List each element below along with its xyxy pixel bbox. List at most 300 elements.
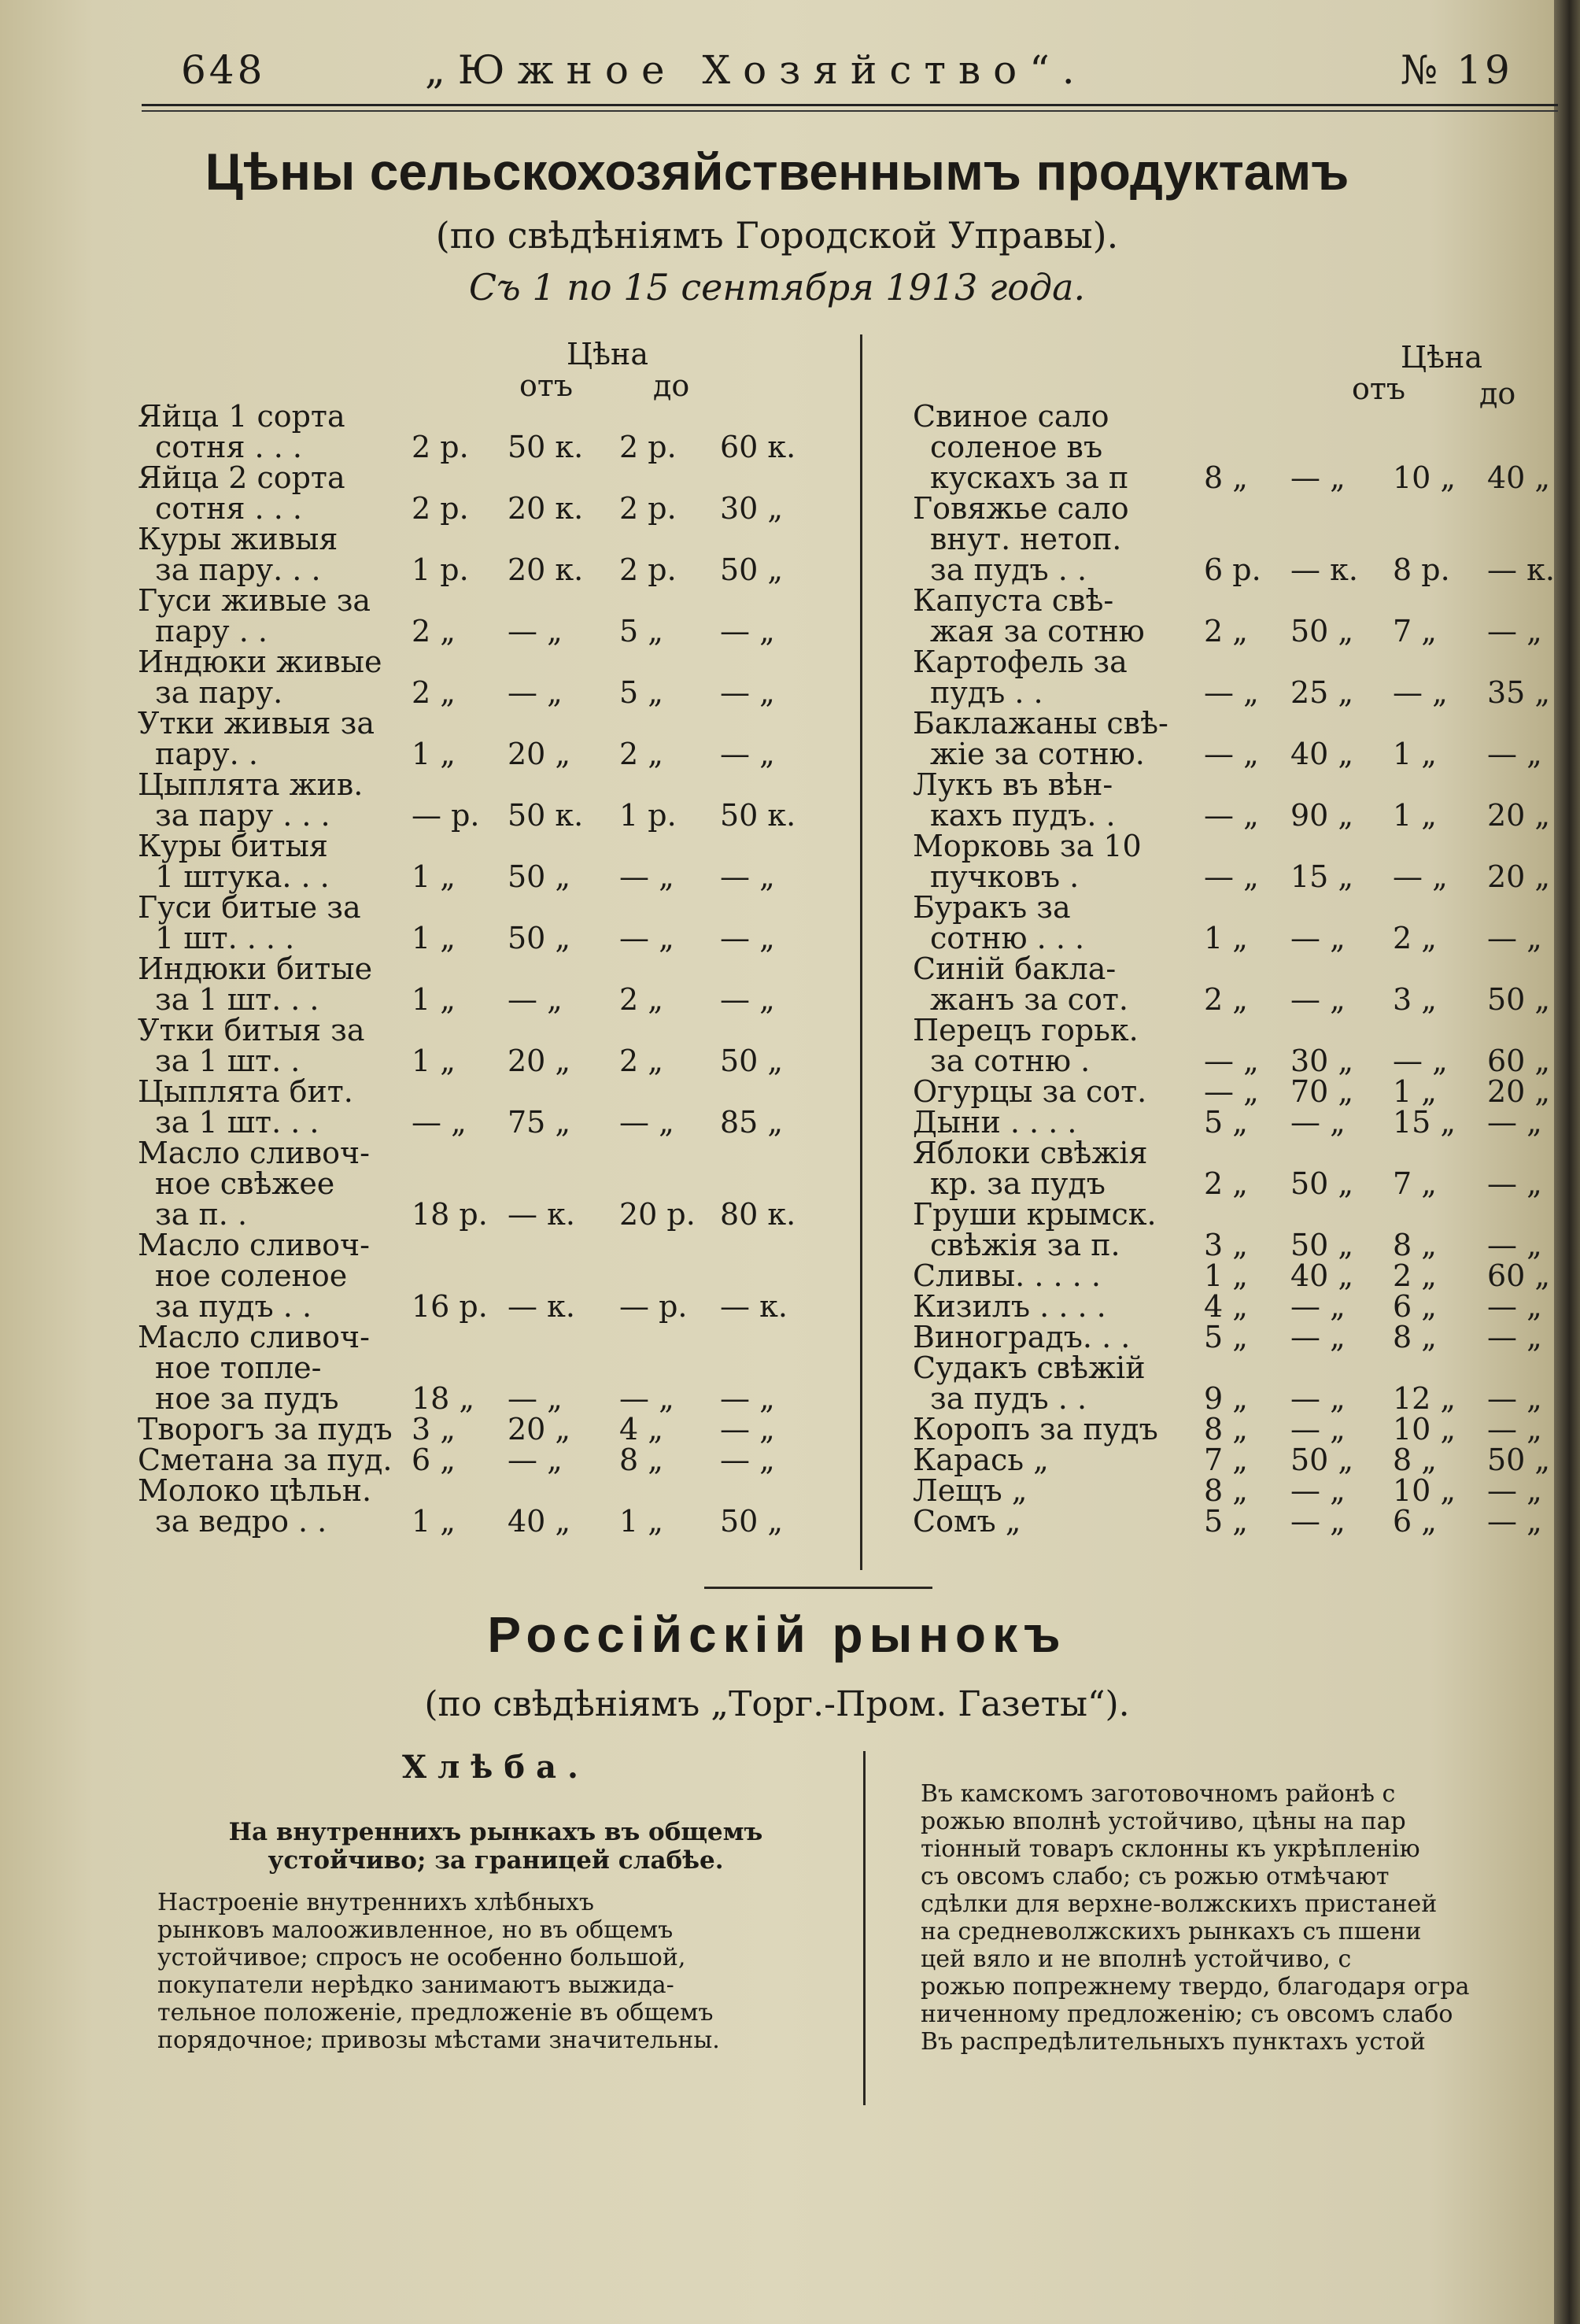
- price-row-line: [913, 493, 1574, 524]
- price-value: 50 „: [1290, 1228, 1354, 1262]
- para-line: рынковъ малооживленное, но въ общемъ: [157, 1916, 674, 1944]
- para-line: Въ камскомъ заготовочномъ районѣ с: [921, 1780, 1396, 1808]
- para-line: Въ распредѣлительныхъ пунктахъ устой: [921, 2028, 1426, 2056]
- price-value: 40 „: [1290, 737, 1354, 771]
- price-value: — „: [1290, 1320, 1346, 1354]
- price-value: — „: [1290, 1381, 1346, 1416]
- product-name: Яйца 2 сорта: [138, 460, 345, 495]
- product-name: пудъ . .: [930, 675, 1043, 710]
- market-source: (по свѣдѣніямъ „Торг.-Пром. Газеты“).: [424, 1684, 1130, 1724]
- product-name: Сомъ „: [913, 1504, 1021, 1539]
- price-value: 1 „: [1204, 1258, 1248, 1293]
- price-value: — „: [508, 1381, 563, 1416]
- price-value: — „: [720, 737, 775, 771]
- price-value: — „: [1487, 921, 1542, 955]
- price-value: — „: [1487, 1381, 1542, 1416]
- product-name: Виноградъ. . .: [913, 1320, 1131, 1354]
- prices-source: (по свѣдѣніямъ Городской Управы).: [435, 214, 1119, 257]
- product-name: Сливы. . . . .: [913, 1258, 1101, 1293]
- product-name: 1 штука. . .: [155, 859, 330, 894]
- price-row-line: [913, 1473, 1574, 1508]
- right-price-label: Цѣна: [1401, 340, 1483, 375]
- para-line: порядочное; привозы мѣстами значительны.: [157, 2027, 720, 2054]
- price-value: — „: [1487, 1473, 1542, 1508]
- price-value: 8 р.: [1393, 552, 1450, 587]
- product-name: Масло сливоч-: [138, 1320, 370, 1354]
- price-value: 8 „: [1204, 1412, 1248, 1446]
- page-number: 648: [181, 47, 266, 93]
- price-row-line: [138, 859, 822, 894]
- price-value: — „: [1290, 921, 1346, 955]
- header-rule-thin: [142, 110, 1558, 112]
- price-value: 6 „: [1393, 1289, 1437, 1324]
- price-value: 10 „: [1393, 1473, 1456, 1508]
- price-value: 4 „: [619, 1412, 663, 1446]
- price-row-line: [138, 739, 822, 770]
- price-value: 20 „: [1487, 859, 1551, 894]
- price-value: — „: [1487, 1412, 1542, 1446]
- price-value: 50 к.: [720, 798, 796, 833]
- price-row-line: [913, 1445, 1574, 1476]
- product-name: Капуста свѣ-: [913, 583, 1114, 618]
- price-row-line: [138, 1166, 822, 1201]
- product-name: свѣжія за п.: [930, 1228, 1120, 1262]
- price-row-line: [138, 460, 822, 495]
- prices-title: Цѣны сельскохозяйственнымъ продуктамъ: [205, 142, 1349, 201]
- product-name: Коропъ за пудъ: [913, 1412, 1158, 1446]
- price-value: — „: [1204, 859, 1259, 894]
- price-value: 8 „: [1393, 1443, 1437, 1477]
- price-row-line: [138, 1107, 822, 1138]
- price-value: 9 „: [1204, 1381, 1248, 1416]
- market-column-divider: [863, 1751, 866, 2105]
- price-value: 2 р.: [619, 491, 677, 526]
- price-row-line: [913, 1350, 1574, 1385]
- price-value: 8 „: [1204, 460, 1248, 495]
- price-row-line: [913, 1322, 1574, 1353]
- price-value: 1 „: [412, 1504, 456, 1539]
- price-value: 50 „: [508, 859, 571, 894]
- header-rule: [142, 104, 1558, 106]
- price-value: — „: [508, 1443, 563, 1477]
- price-value: 1 „: [412, 982, 456, 1017]
- price-row-line: [913, 982, 1574, 1017]
- price-value: — „: [1204, 1074, 1259, 1109]
- para-line: тіонный товаръ склонны къ укрѣпленію: [921, 1835, 1420, 1863]
- price-value: 90 „: [1290, 798, 1354, 833]
- price-value: 20 „: [508, 737, 571, 771]
- price-row-line: [913, 1258, 1574, 1293]
- price-row-line: [913, 1414, 1574, 1445]
- price-row-line: [913, 800, 1574, 831]
- product-name: ное топле-: [155, 1350, 322, 1385]
- price-value: 1 „: [412, 737, 456, 771]
- product-name: жіе за сотню.: [930, 737, 1145, 771]
- price-value: 10 „: [1393, 460, 1456, 495]
- product-name: Молоко цѣльн.: [138, 1473, 372, 1508]
- product-name: ное соленое: [155, 1258, 348, 1293]
- para-line: устойчивое; спросъ не особенно большой,: [157, 1944, 686, 1971]
- section-separator: [704, 1587, 932, 1589]
- para-line: рожью вполнѣ устойчиво, цѣны на пар: [921, 1808, 1406, 1835]
- product-name: сотня . . .: [155, 491, 302, 526]
- price-value: 3 „: [1393, 982, 1437, 1017]
- price-row-line: [138, 1414, 822, 1445]
- price-row-line: [138, 616, 822, 647]
- product-name: Творогъ за пудъ: [138, 1412, 393, 1446]
- product-name: за сотню .: [930, 1044, 1091, 1078]
- product-name: Утки живыя за: [138, 706, 375, 741]
- price-value: 1 „: [1393, 737, 1437, 771]
- price-value: — „: [1393, 675, 1448, 710]
- price-row-line: [913, 675, 1574, 710]
- product-name: за 1 шт. . .: [155, 1105, 319, 1140]
- price-value: 50 „: [720, 1504, 784, 1539]
- product-name: Карась „: [913, 1443, 1049, 1477]
- price-value: — „: [1204, 737, 1259, 771]
- price-value: — „: [1204, 1044, 1259, 1078]
- price-value: 7 „: [1204, 1443, 1248, 1477]
- market-title: Россійскій рынокъ: [487, 1606, 1067, 1663]
- price-value: 2 „: [412, 614, 456, 648]
- product-name: Гуси битые за: [138, 890, 361, 925]
- price-value: 2 „: [1204, 614, 1248, 648]
- journal-title: „Южное Хозяйство“.: [425, 47, 1087, 93]
- price-row-line: [913, 859, 1574, 894]
- product-name: Куры битыя: [138, 829, 328, 863]
- price-row-line: [913, 1074, 1574, 1109]
- grain-left-paragraph: [157, 1889, 834, 2054]
- product-name: Индюки битые: [138, 951, 373, 986]
- prices-period: Съ 1 по 15 сентября 1913 года.: [468, 266, 1086, 309]
- para-line: съ овсомъ слабо; съ рожью отмѣчают: [921, 1863, 1390, 1890]
- product-name: за 1 шт. . .: [155, 982, 319, 1017]
- product-name: кр. за пудъ: [930, 1166, 1106, 1201]
- product-name: Утки битыя за: [138, 1013, 365, 1047]
- price-value: — „: [619, 1105, 674, 1140]
- para-line: цей вяло и не вполнѣ устойчиво, с: [921, 1945, 1352, 1973]
- price-value: 4 „: [1204, 1289, 1248, 1324]
- price-value: 2 „: [1204, 982, 1248, 1017]
- price-row-line: [913, 460, 1574, 495]
- price-value: — к.: [508, 1197, 575, 1232]
- price-value: 15 „: [1290, 859, 1354, 894]
- price-value: 60 „: [1487, 1044, 1551, 1078]
- price-row-line: [138, 923, 822, 954]
- issue-number: № 19: [1401, 47, 1513, 93]
- price-value: 5 „: [1204, 1504, 1248, 1539]
- product-name: Синій бакла-: [913, 951, 1117, 986]
- product-name: Цыплята жив.: [138, 767, 364, 802]
- prices-right-column: [913, 401, 1574, 1537]
- price-value: — „: [1487, 1320, 1542, 1354]
- price-row-line: [913, 708, 1574, 739]
- price-value: 2 р.: [412, 491, 469, 526]
- price-row-line: [138, 951, 822, 986]
- price-row-line: [138, 1199, 822, 1230]
- price-value: 1 „: [1393, 798, 1437, 833]
- price-row-line: [913, 1107, 1574, 1138]
- price-value: — к.: [508, 1289, 575, 1324]
- price-value: — к.: [1290, 552, 1358, 587]
- right-from-label: отъ: [1352, 371, 1406, 406]
- price-value: — „: [720, 1381, 775, 1416]
- para-line: рожью попрежнему твердо, благодаря огра: [921, 1973, 1470, 2001]
- price-row-line: [913, 432, 1574, 463]
- product-name: жанъ за сот.: [930, 982, 1128, 1017]
- product-name: Баклажаны свѣ-: [913, 706, 1168, 741]
- product-name: сотню . . .: [930, 921, 1085, 955]
- price-value: — „: [1487, 737, 1542, 771]
- para-line: покупатели нерѣдко занимаютъ выжида-: [157, 1971, 674, 1999]
- price-value: — „: [508, 675, 563, 710]
- price-row-line: [138, 1350, 822, 1385]
- price-value: 50 „: [1487, 1443, 1551, 1477]
- product-name: Дыни . . . .: [913, 1105, 1077, 1140]
- price-row-line: [138, 401, 822, 432]
- price-value: 7 „: [1393, 1166, 1437, 1201]
- product-name: Яблоки свѣжія: [913, 1136, 1148, 1170]
- product-name: Морковь за 10: [913, 829, 1142, 863]
- product-name: кахъ пудъ. .: [930, 798, 1116, 833]
- price-value: 2 „: [1393, 1258, 1437, 1293]
- price-value: 20 к.: [508, 552, 584, 587]
- product-name: Картофель за: [913, 645, 1128, 679]
- price-value: 18 р.: [412, 1197, 488, 1232]
- product-name: Перецъ горьк.: [913, 1013, 1139, 1047]
- price-row-line: [913, 923, 1574, 954]
- price-value: 75 „: [508, 1105, 571, 1140]
- price-value: 50 к.: [508, 798, 584, 833]
- price-row-line: [138, 892, 822, 923]
- price-value: 7 „: [1393, 614, 1437, 648]
- price-value: — „: [1290, 1289, 1346, 1324]
- price-row-line: [138, 708, 822, 739]
- price-value: 50 „: [508, 921, 571, 955]
- product-name: за пару.: [155, 675, 283, 710]
- price-value: 3 „: [1204, 1228, 1248, 1262]
- price-value: 8 „: [1393, 1320, 1437, 1354]
- price-value: — „: [1393, 859, 1448, 894]
- product-name: Сметана за пуд.: [138, 1443, 393, 1477]
- price-value: — „: [1204, 798, 1259, 833]
- price-row-line: [138, 583, 822, 618]
- price-value: — „: [720, 982, 775, 1017]
- price-value: — „: [1487, 1166, 1542, 1201]
- price-row-line: [138, 1074, 822, 1109]
- para-line: на средневолжскихъ рынкахъ съ пшени: [921, 1918, 1422, 1945]
- product-name: за ведро . .: [155, 1504, 327, 1539]
- lead-line: На внутреннихъ рынкахъ въ общемъ: [228, 1818, 763, 1846]
- price-value: 80 к.: [720, 1197, 796, 1232]
- price-row-line: [913, 1015, 1574, 1046]
- product-name: ное свѣжее: [155, 1166, 335, 1201]
- price-row-line: [913, 552, 1574, 587]
- price-row-line: [913, 583, 1574, 618]
- price-value: 20 „: [1487, 1074, 1551, 1109]
- product-name: жая за сотню: [930, 614, 1145, 648]
- price-row-line: [913, 1291, 1574, 1322]
- product-name: за пудъ . .: [155, 1289, 312, 1324]
- price-value: 20 к.: [508, 491, 584, 526]
- price-value: — „: [508, 982, 563, 1017]
- product-name: Гуси живые за: [138, 583, 371, 618]
- price-value: 5 „: [619, 614, 663, 648]
- price-value: 20 „: [508, 1044, 571, 1078]
- price-row-line: [913, 1166, 1574, 1201]
- price-value: 60 „: [1487, 1258, 1551, 1293]
- product-name: за пару. . .: [155, 552, 321, 587]
- price-value: 70 „: [1290, 1074, 1354, 1109]
- product-name: пару. .: [155, 737, 258, 771]
- price-value: — „: [1290, 1504, 1346, 1539]
- price-value: 8 „: [1393, 1228, 1437, 1262]
- grain-right-paragraph: [921, 1780, 1554, 2056]
- price-value: 20 р.: [619, 1197, 696, 1232]
- price-row-line: [138, 552, 822, 587]
- price-value: — „: [1290, 1473, 1346, 1508]
- price-value: 1 „: [619, 1504, 663, 1539]
- price-row-line: [913, 1381, 1574, 1416]
- product-name: внут. нетоп.: [930, 522, 1122, 556]
- price-value: 2 „: [619, 1044, 663, 1078]
- price-value: 6 „: [412, 1443, 456, 1477]
- price-value: — „: [619, 921, 674, 955]
- product-name: за п. .: [155, 1197, 248, 1232]
- price-value: 2 „: [1204, 1166, 1248, 1201]
- price-value: 10 „: [1393, 1412, 1456, 1446]
- price-value: — „: [1290, 982, 1346, 1017]
- price-value: 30 „: [1290, 1044, 1354, 1078]
- right-to-label: до: [1479, 376, 1516, 411]
- price-row-line: [913, 401, 1574, 432]
- price-value: 5 „: [619, 675, 663, 710]
- product-name: Яйца 1 сорта: [138, 399, 345, 434]
- price-value: 2 р.: [619, 430, 677, 464]
- product-name: сотня . . .: [155, 430, 302, 464]
- price-value: — „: [1487, 1228, 1542, 1262]
- price-value: 50 „: [1487, 982, 1551, 1017]
- price-row-line: [913, 951, 1574, 986]
- para-line: Настроеніе внутреннихъ хлѣбныхъ: [157, 1889, 594, 1916]
- price-row-line: [138, 1381, 822, 1416]
- price-row-line: [913, 1230, 1574, 1261]
- price-value: 8 „: [1204, 1473, 1248, 1508]
- price-row-line: [138, 1015, 822, 1046]
- product-name: кускахъ за п: [930, 460, 1129, 495]
- price-row-line: [138, 493, 822, 524]
- price-value: 60 к.: [720, 430, 796, 464]
- price-row-line: [138, 1291, 822, 1322]
- price-value: — „: [619, 859, 674, 894]
- price-value: — „: [508, 614, 563, 648]
- price-value: 3 „: [412, 1412, 456, 1446]
- price-row-line: [913, 831, 1574, 862]
- price-row-line: [913, 1138, 1574, 1169]
- price-row-line: [138, 1230, 822, 1261]
- price-value: — „: [1487, 614, 1542, 648]
- price-row-line: [138, 1473, 822, 1508]
- price-row-line: [138, 1046, 822, 1077]
- price-row-line: [138, 800, 822, 831]
- price-row-line: [138, 767, 822, 802]
- prices-left-column: [138, 401, 822, 1537]
- price-value: 2 „: [412, 675, 456, 710]
- price-row-line: [913, 647, 1574, 678]
- price-value: 40 „: [508, 1504, 571, 1539]
- price-row-line: [913, 767, 1574, 802]
- price-value: 85 „: [720, 1105, 784, 1140]
- price-value: 20 „: [508, 1412, 571, 1446]
- price-row-line: [913, 1506, 1574, 1537]
- product-name: Кизилъ . . . .: [913, 1289, 1106, 1324]
- product-name: Буракъ за: [913, 890, 1071, 925]
- price-value: — „: [1290, 460, 1346, 495]
- left-to-label: до: [653, 368, 690, 403]
- product-name: Цыплята бит.: [138, 1074, 353, 1109]
- price-value: 50 к.: [508, 430, 584, 464]
- price-row-line: [913, 616, 1574, 647]
- price-value: 2 „: [1393, 921, 1437, 955]
- price-value: 2 р.: [619, 552, 677, 587]
- price-value: 40 „: [1487, 460, 1551, 495]
- price-value: — „: [1487, 1289, 1542, 1324]
- para-line: тельное положеніе, предложеніе въ общемъ: [157, 1999, 714, 2027]
- price-value: — р.: [619, 1289, 688, 1324]
- product-name: Масло сливоч-: [138, 1136, 370, 1170]
- price-value: 30 „: [720, 491, 784, 526]
- price-value: — „: [720, 921, 775, 955]
- price-row-line: [913, 739, 1574, 770]
- price-value: 6 р.: [1204, 552, 1261, 587]
- price-value: 40 „: [1290, 1258, 1354, 1293]
- price-value: 2 „: [619, 737, 663, 771]
- price-value: 20 „: [1487, 798, 1551, 833]
- price-value: 1 „: [1393, 1074, 1437, 1109]
- price-row-line: [138, 1506, 822, 1537]
- grain-lead: [157, 1818, 834, 1875]
- price-value: — „: [720, 675, 775, 710]
- product-name: Лукъ въ вѣн-: [913, 767, 1113, 802]
- column-divider: [860, 334, 862, 1570]
- price-value: — „: [720, 1443, 775, 1477]
- price-row-line: [138, 1258, 822, 1293]
- product-name: Судакъ свѣжій: [913, 1350, 1146, 1385]
- para-line: сдѣлки для верхне-волжскихъ пристаней: [921, 1890, 1438, 1918]
- price-value: 1 р.: [619, 798, 677, 833]
- price-value: 12 „: [1393, 1381, 1456, 1416]
- lead-line: устойчиво; за границей слабѣе.: [268, 1846, 724, 1875]
- price-row-line: [138, 524, 822, 555]
- price-value: 25 „: [1290, 675, 1354, 710]
- product-name: Груши крымск.: [913, 1197, 1157, 1232]
- price-value: — „: [720, 859, 775, 894]
- product-name: Огурцы за сот.: [913, 1074, 1147, 1109]
- product-name: Куры живыя: [138, 522, 338, 556]
- price-value: 2 р.: [412, 430, 469, 464]
- price-value: 50 „: [1290, 1166, 1354, 1201]
- product-name: пучковъ .: [930, 859, 1080, 894]
- product-name: Индюки живые: [138, 645, 382, 679]
- price-value: — „: [1487, 1504, 1542, 1539]
- price-row-line: [913, 892, 1574, 923]
- price-value: 50 „: [1290, 614, 1354, 648]
- product-name: Свиное сало: [913, 399, 1109, 434]
- price-row-line: [138, 982, 822, 1017]
- product-name: за 1 шт. .: [155, 1044, 301, 1078]
- price-value: 5 „: [1204, 1105, 1248, 1140]
- price-row-line: [138, 675, 822, 710]
